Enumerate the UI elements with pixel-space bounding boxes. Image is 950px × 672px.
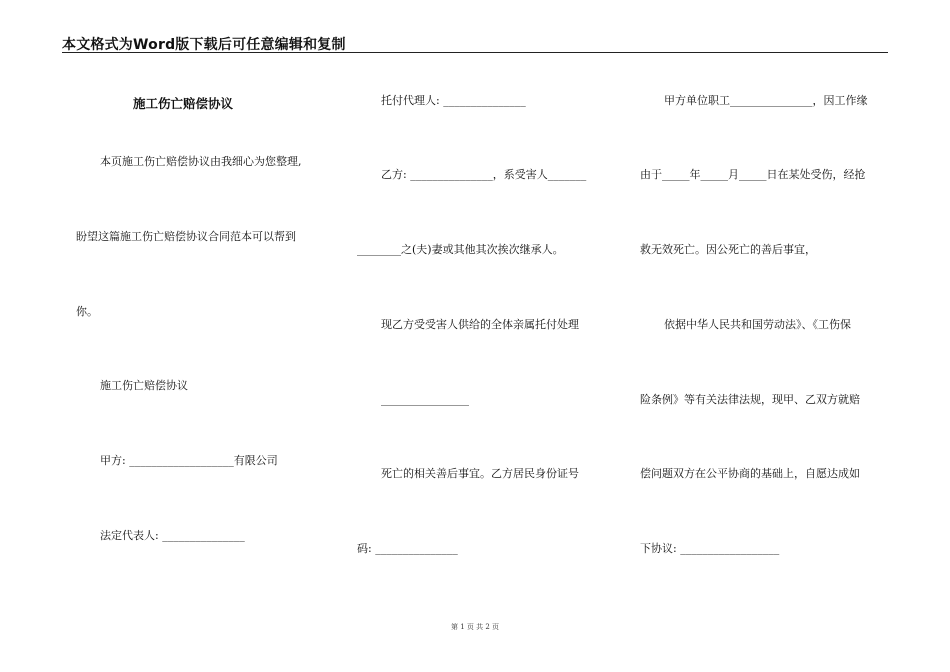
col2-line-5: ________________: [381, 393, 469, 406]
col1-line-4: 施工伤亡赔偿协议: [100, 379, 188, 392]
col2-line-6: 死亡的相关善后事宜。乙方居民身份证号: [381, 467, 579, 480]
header-divider: [62, 52, 888, 53]
col3-line-6: 偿问题双方在公平协商的基础上，自愿达成如: [640, 467, 860, 480]
document-title: 施工伤亡赔偿协议: [133, 96, 234, 111]
col3-line-1: 甲方单位职工_______________，因工作缘: [664, 94, 868, 107]
col3-line-2: 由于_____年_____月_____日在某处受伤，经抢: [640, 168, 866, 181]
col3-line-7: 下协议: __________________: [640, 542, 780, 555]
col1-line-1: 本页施工伤亡赔偿协议由我细心为您整理,: [100, 155, 302, 168]
col3-line-5: 险条例》等有关法律法规，现甲、乙双方就赔: [640, 393, 860, 406]
col3-line-3: 救无效死亡。因公死亡的善后事宜，: [640, 243, 816, 256]
col2-line-3: ________之(夫)妻或其他其次挨次继承人。: [357, 243, 564, 256]
col2-line-2: 乙方: _______________，系受害人_______: [381, 168, 587, 181]
col1-line-5: 甲方: ___________________有限公司: [100, 454, 278, 467]
col1-line-3: 你。: [76, 305, 98, 318]
col2-line-4: 现乙方受受害人供给的全体亲属托付处理: [381, 318, 579, 331]
col1-line-6: 法定代表人: _______________: [100, 529, 245, 542]
col1-line-2: 盼望这篇施工伤亡赔偿协议合同范本可以帮到: [76, 230, 296, 243]
col2-line-1: 托付代理人: _______________: [381, 94, 526, 107]
col3-line-4: 依据中华人民共和国劳动法》、《工伤保: [664, 318, 851, 331]
page-footer: 第 1 页 共 2 页: [450, 623, 500, 631]
page-header-title: 本文格式为Word版下载后可任意编辑和复制: [62, 37, 346, 53]
col2-line-7: 码: _______________: [357, 542, 458, 555]
